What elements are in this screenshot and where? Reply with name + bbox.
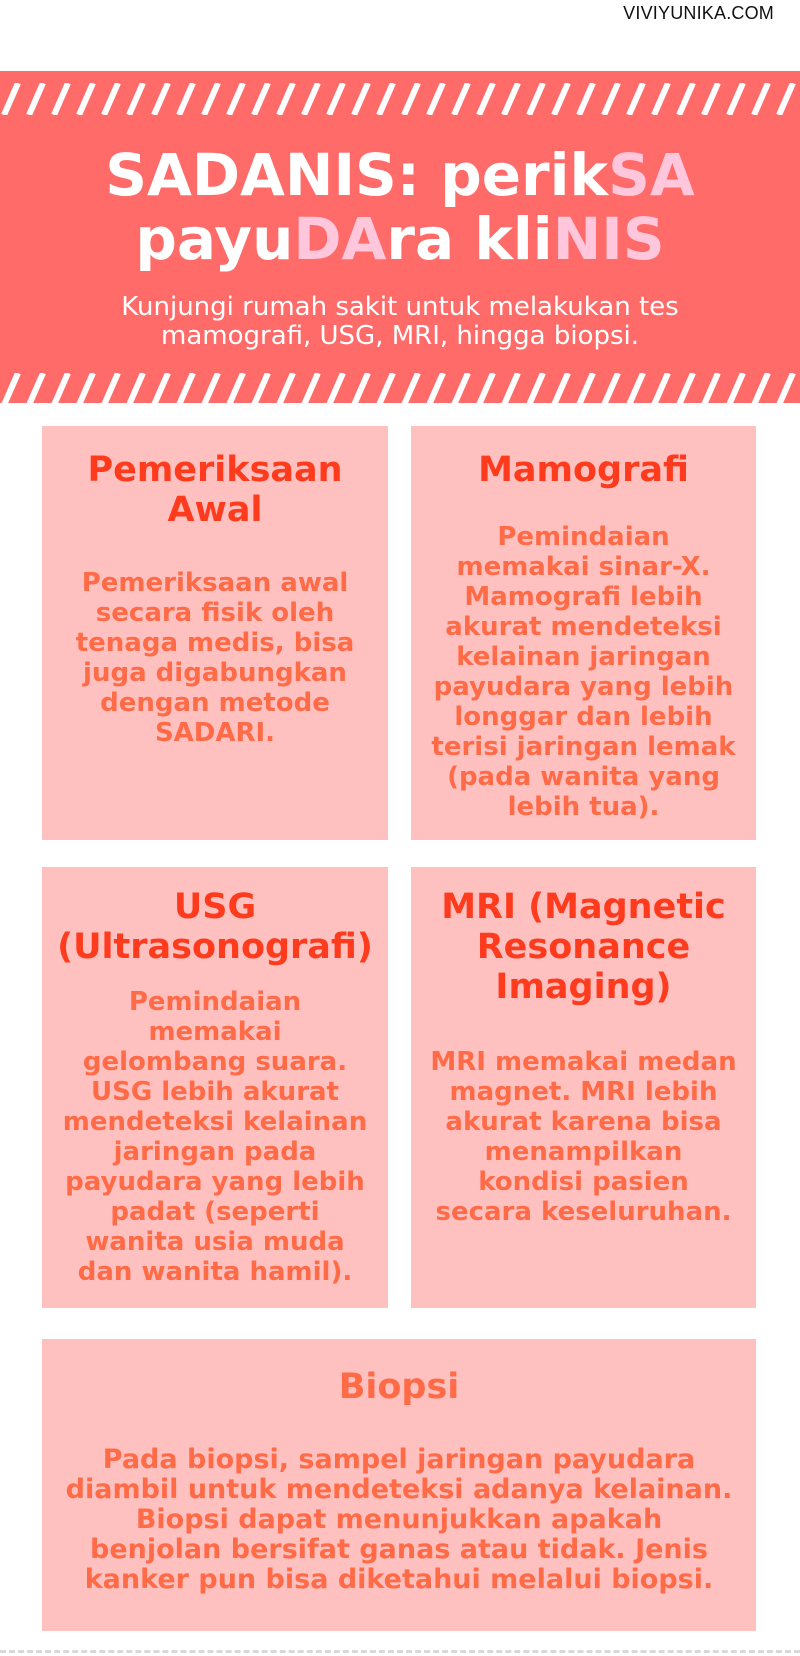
card-title-line: Biopsi — [338, 1367, 460, 1407]
card-text-line: gelombang suara. — [82, 1047, 348, 1077]
card-text-line: akurat mendeteksi — [445, 612, 722, 642]
card-text-line: SADARI. — [154, 718, 276, 748]
card-text-line: padat (seperti — [110, 1197, 320, 1227]
card-mamografi — [411, 426, 756, 840]
card-title-line: Pemeriksaan — [87, 450, 343, 490]
card-title-line: USG — [173, 887, 257, 927]
card-usg — [42, 867, 388, 1308]
card-text-line: secara fisik oleh — [95, 598, 335, 628]
card-text — [42, 568, 388, 748]
card-text-line: (pada wanita yang — [447, 762, 720, 792]
card-text-line: diambil untuk mendeteksi adanya kelainan. — [65, 1474, 733, 1505]
card-text-line: memakai sinar-X. — [456, 552, 711, 582]
card-title-line: Resonance — [476, 927, 691, 967]
title-accent: SA — [608, 141, 695, 209]
card-text-line: longgar dan lebih — [454, 702, 713, 732]
card-title — [411, 450, 756, 490]
card-text-line: dan wanita hamil). — [77, 1257, 353, 1287]
card-text-line: memakai — [148, 1017, 282, 1047]
card-text-line: payudara yang lebih — [65, 1167, 365, 1197]
card-text-line: kelainan jaringan — [456, 642, 711, 672]
stripe-border-bottom — [0, 373, 800, 405]
bottom-divider — [0, 1650, 800, 1653]
card-text-line: kondisi pasien — [478, 1167, 689, 1197]
card-pemeriksaan-awal — [42, 426, 388, 840]
card-text-line: USG lebih akurat — [90, 1077, 339, 1107]
card-title — [42, 1367, 756, 1407]
card-title — [42, 450, 388, 530]
title-part: ra kli — [386, 205, 553, 273]
card-text-line: benjolan bersifat ganas atau tidak. Jenis — [90, 1534, 708, 1565]
card-text-line: kanker pun bisa diketahui melalui biopsi. — [84, 1564, 714, 1595]
card-text-line: Mamografi lebih — [464, 582, 703, 612]
card-title-line: Awal — [167, 490, 263, 530]
card-title-line: (Ultrasonografi) — [57, 927, 373, 967]
card-title-line: MRI (Magnetic — [441, 887, 726, 927]
card-text-line: Pemindaian — [128, 987, 302, 1017]
title-accent: DA — [293, 205, 387, 273]
page-subtitle — [50, 293, 750, 351]
card-text-line: tenaga medis, bisa — [75, 628, 355, 658]
card-text-line: Biopsi dapat menunjukkan apakah — [135, 1504, 663, 1535]
card-text — [411, 522, 756, 822]
card-title — [42, 887, 388, 967]
card-text-line: juga digabungkan — [83, 658, 347, 688]
header-banner — [0, 71, 800, 403]
card-text-line: magnet. MRI lebih — [449, 1077, 718, 1107]
card-mri — [411, 867, 756, 1308]
card-text-line: Pemindaian — [497, 522, 670, 552]
card-text-line: terisi jaringan lemak — [431, 732, 736, 762]
card-title — [411, 887, 756, 1007]
card-text-line: Pemeriksaan awal — [81, 568, 349, 598]
card-text-line: menampilkan — [484, 1137, 683, 1167]
card-text-line: dengan metode — [100, 688, 330, 718]
card-text-line: akurat karena bisa — [445, 1107, 722, 1137]
title-line-1 — [0, 143, 800, 207]
site-label[interactable]: VIVIYUNIKA.COM — [623, 3, 774, 23]
card-text-line: MRI memakai medan — [430, 1047, 737, 1077]
card-text-line: mendeteksi kelainan — [62, 1107, 368, 1137]
card-title-line: Imaging) — [495, 967, 672, 1007]
title-line-2 — [0, 207, 800, 271]
card-text-line: Pada biopsi, sampel jaringan payudara — [102, 1444, 696, 1475]
card-text-line: jaringan pada — [113, 1137, 317, 1167]
title-part: SADANIS: perik — [105, 141, 609, 209]
stripe-border-top — [0, 83, 800, 115]
card-biopsi — [42, 1339, 756, 1631]
card-text-line: wanita usia muda — [85, 1227, 345, 1257]
card-text-line: secara keseluruhan. — [435, 1197, 732, 1227]
title-accent: NIS — [552, 205, 665, 273]
card-text — [42, 987, 388, 1287]
card-text — [42, 1445, 756, 1595]
card-text-line: payudara yang lebih — [433, 672, 734, 702]
title-part: payu — [135, 205, 294, 273]
subtitle-line: mamografi, USG, MRI, hingga biopsi. — [161, 321, 639, 351]
subtitle-line: Kunjungi rumah sakit untuk melakukan tes — [121, 292, 679, 322]
card-text — [411, 1047, 756, 1227]
card-title-line: Mamografi — [478, 450, 689, 490]
page-title — [0, 143, 800, 271]
card-text-line: lebih tua). — [507, 792, 660, 822]
